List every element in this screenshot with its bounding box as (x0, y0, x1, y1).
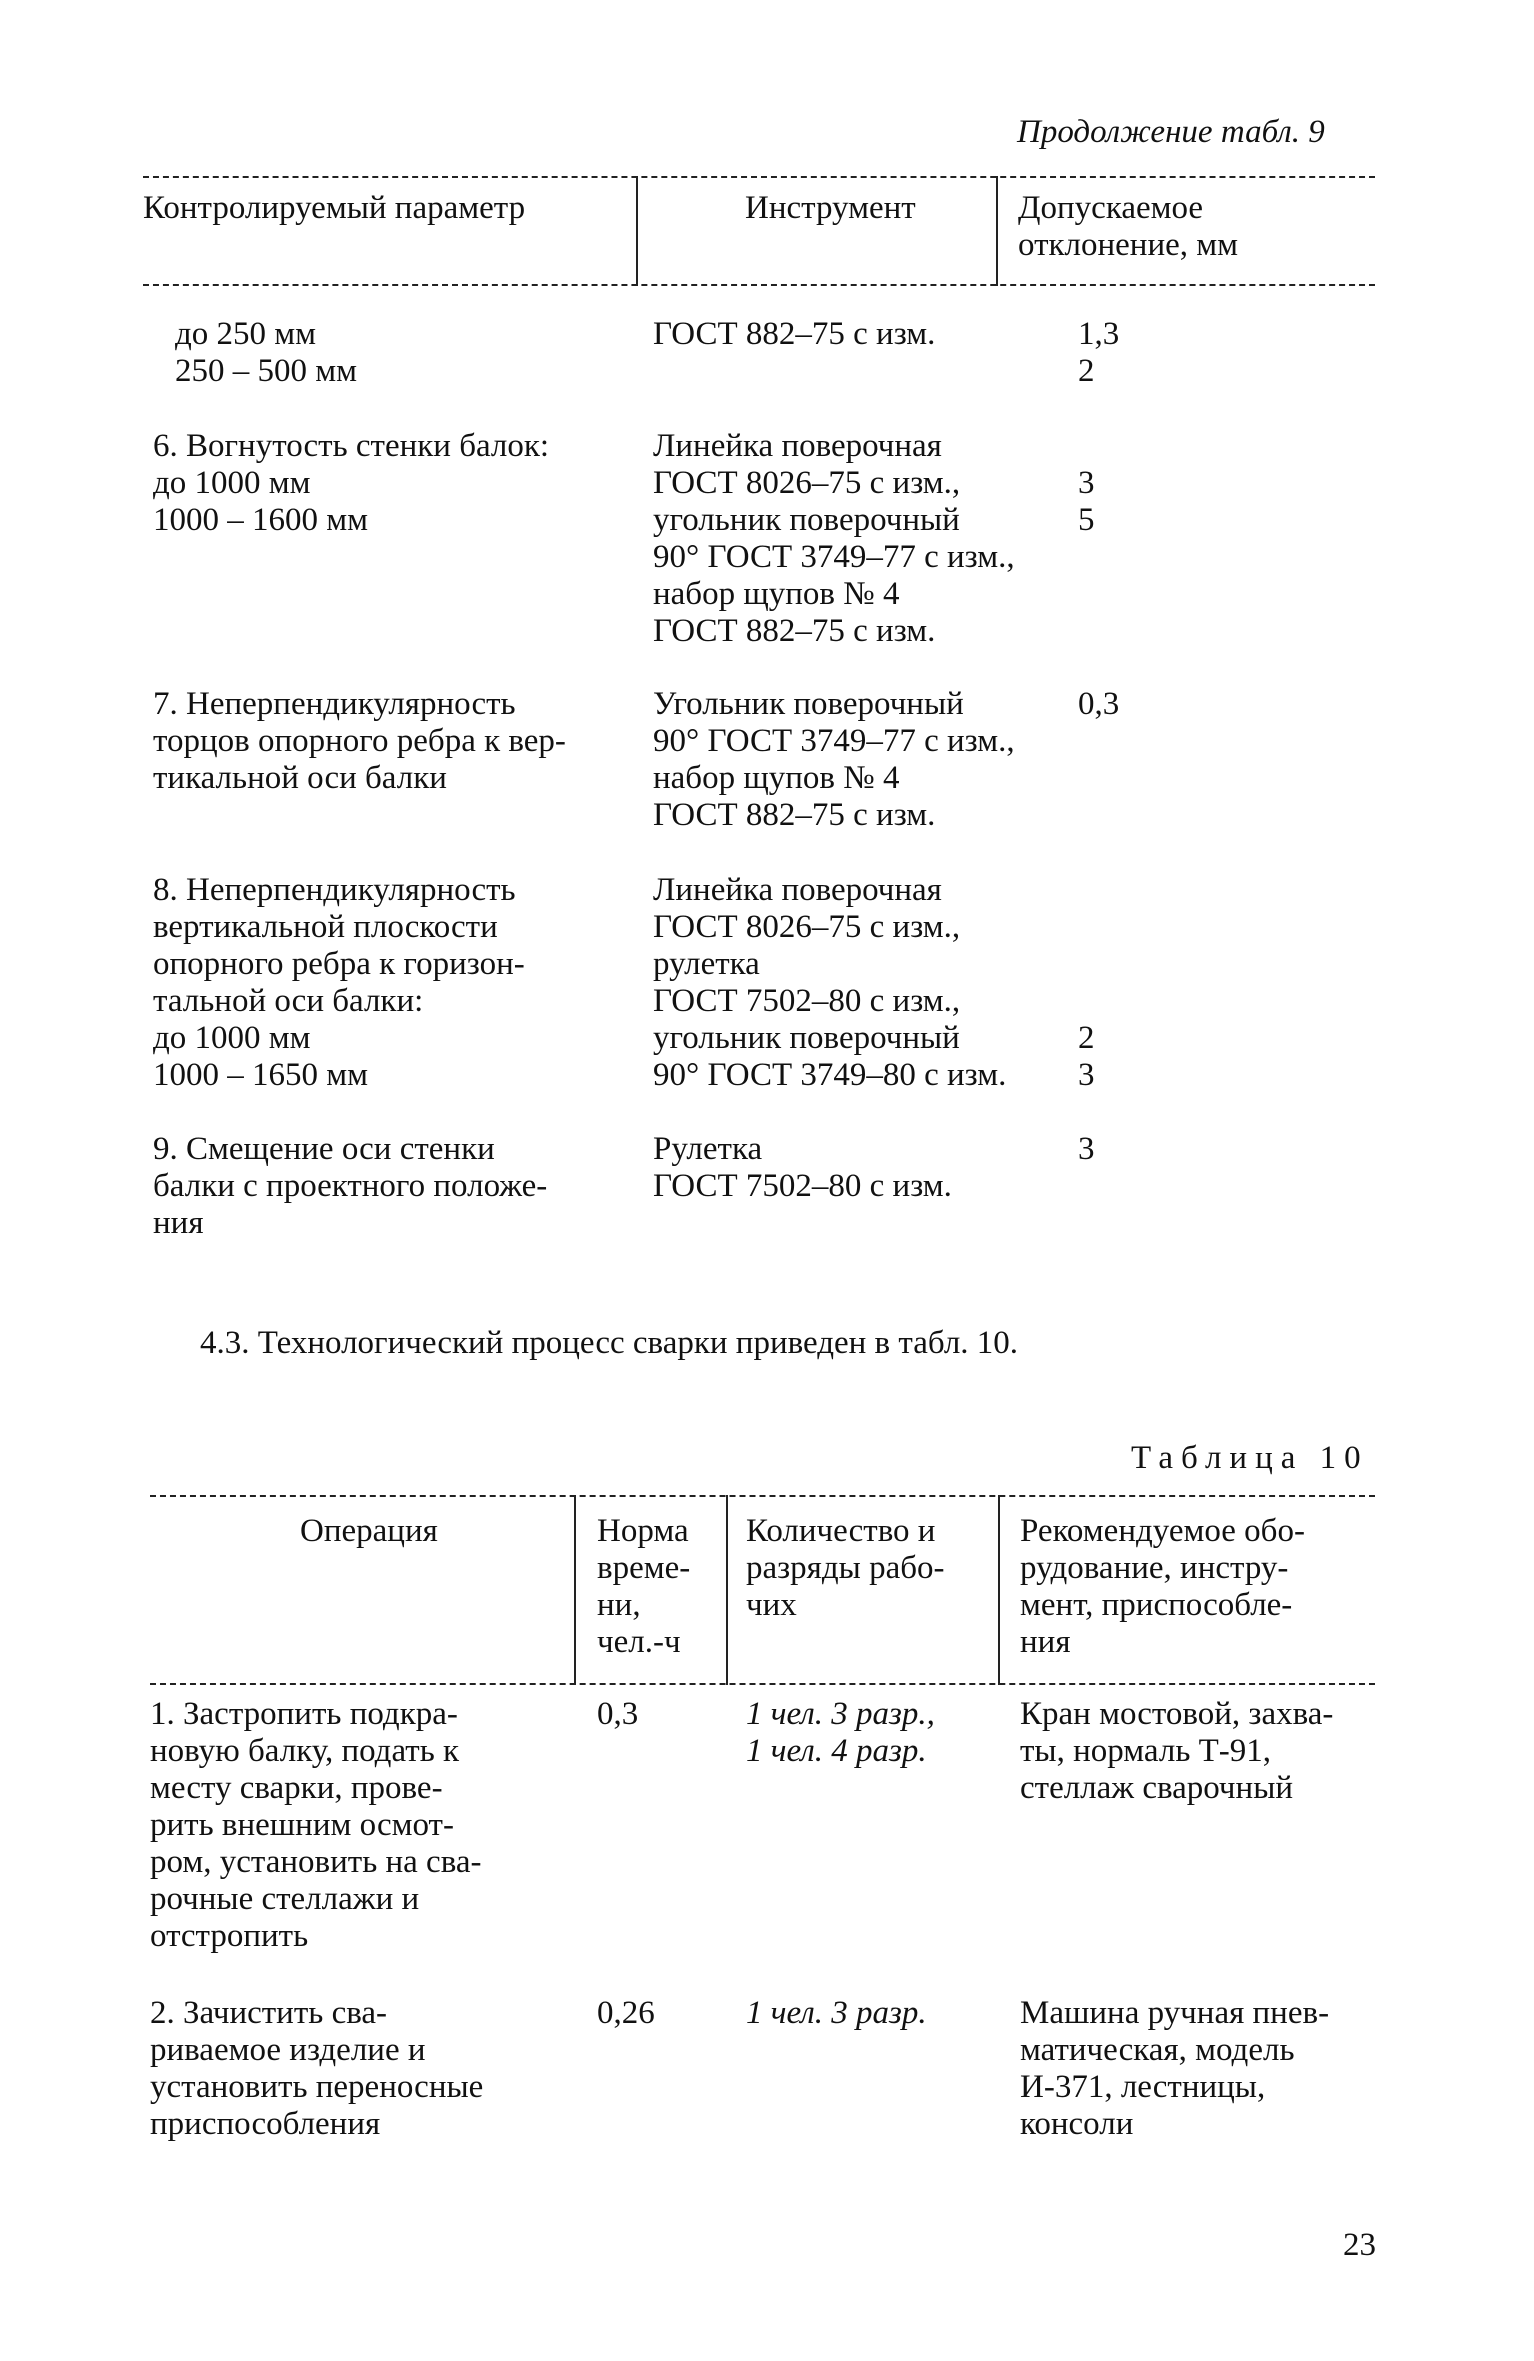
page-number: 23 (1343, 2227, 1376, 2263)
table10-header-operation: Операция (300, 1513, 438, 1549)
table10-row0-equipment: Кран мостовой, захва- ты, нормаль Т-91, стеллаж сварочный (1020, 1696, 1334, 1806)
table10-col-divider-3 (998, 1495, 1000, 1685)
table9-row4-param: 9. Смещение оси стенки балки с проектного положе- ния (153, 1131, 548, 1241)
table10-header-norm: Норма време- ни, чел.-ч (597, 1513, 691, 1660)
table10-row0-operation: 1. Застропить подкра- новую балку, подать к месту сварки, прове- рить внешним осмот- ром, установить на сва- рочные стеллажи и отстропить (150, 1696, 482, 1954)
table9-caption: Продолжение табл. 9 (1017, 114, 1325, 150)
table9-row3-param: 8. Неперпендикулярность вертикальной плоскости опорного ребра к горизон- тальной оси балки: до 1000 мм 1000 – 1650 мм (153, 872, 525, 1093)
table9-row0-deviation: 1,3 2 (1078, 316, 1120, 389)
paragraph-4-3: 4.3. Технологический процесс сварки приведен в табл. 10. (200, 1325, 1019, 1361)
table9-row2-tool: Угольник поверочный 90° ГОСТ 3749–77 с изм., набор щупов № 4 ГОСТ 882–75 с изм. (653, 686, 1015, 833)
table10-caption: Таблица 10 (1131, 1440, 1369, 1476)
table9-header-rule (143, 284, 1375, 286)
table9-top-rule (143, 176, 1375, 178)
table9-row1-tool: Линейка поверочная ГОСТ 8026–75 с изм., угольник поверочный 90° ГОСТ 3749–77 с изм., набор щупов № 4 ГОСТ 882–75 с изм. (653, 428, 1015, 649)
table9-row4-tool: Рулетка ГОСТ 7502–80 с изм. (653, 1131, 952, 1204)
table10-header-equipment: Рекомендуемое обо- рудование, инстру- мент, приспособле- ния (1020, 1513, 1305, 1660)
table9-row2-param: 7. Неперпендикулярность торцов опорного ребра к вер- тикальной оси балки (153, 686, 566, 796)
table9-header-param: Контролируемый параметр (143, 190, 526, 226)
table10-row1-equipment: Машина ручная пнев- матическая, модель И-371, лестницы, консоли (1020, 1995, 1330, 2142)
table9-row1-param: 6. Вогнутость стенки балок: до 1000 мм 1000 – 1600 мм (153, 428, 550, 538)
table10-row1-norm: 0,26 (597, 1995, 655, 2031)
table10-header-rule (150, 1683, 1375, 1685)
table9-header-deviation: Допускаемое отклонение, мм (1018, 190, 1239, 263)
table9-row4-deviation: 3 (1078, 1131, 1095, 1167)
table9-row0-tool: ГОСТ 882–75 с изм. (653, 316, 936, 352)
table9-row3-tool: Линейка поверочная ГОСТ 8026–75 с изм., рулетка ГОСТ 7502–80 с изм., угольник поверочный 90° ГОСТ 3749–80 с изм. (653, 872, 1007, 1093)
table10-top-rule (150, 1495, 1375, 1497)
table9-header-tool: Инструмент (745, 190, 916, 226)
table10-col-divider-1 (574, 1495, 576, 1685)
table9-col-divider-2 (996, 176, 998, 286)
table10-row1-workers: 1 чел. 3 разр. (746, 1995, 927, 2031)
table9-row0-param: до 250 мм 250 – 500 мм (175, 316, 358, 389)
table9-row1-deviation: 3 5 (1078, 465, 1095, 538)
table10-row0-workers: 1 чел. 3 разр., 1 чел. 4 разр. (746, 1696, 935, 1769)
table10-col-divider-2 (726, 1495, 728, 1685)
table10-row1-operation: 2. Зачистить сва- риваемое изделие и установить переносные приспособления (150, 1995, 484, 2142)
table10-header-workers: Количество и разряды рабо- чих (746, 1513, 945, 1623)
table9-col-divider-1 (636, 176, 638, 286)
table9-row3-deviation: 2 3 (1078, 1020, 1095, 1093)
table9-row2-deviation: 0,3 (1078, 686, 1120, 722)
table10-row0-norm: 0,3 (597, 1696, 639, 1732)
